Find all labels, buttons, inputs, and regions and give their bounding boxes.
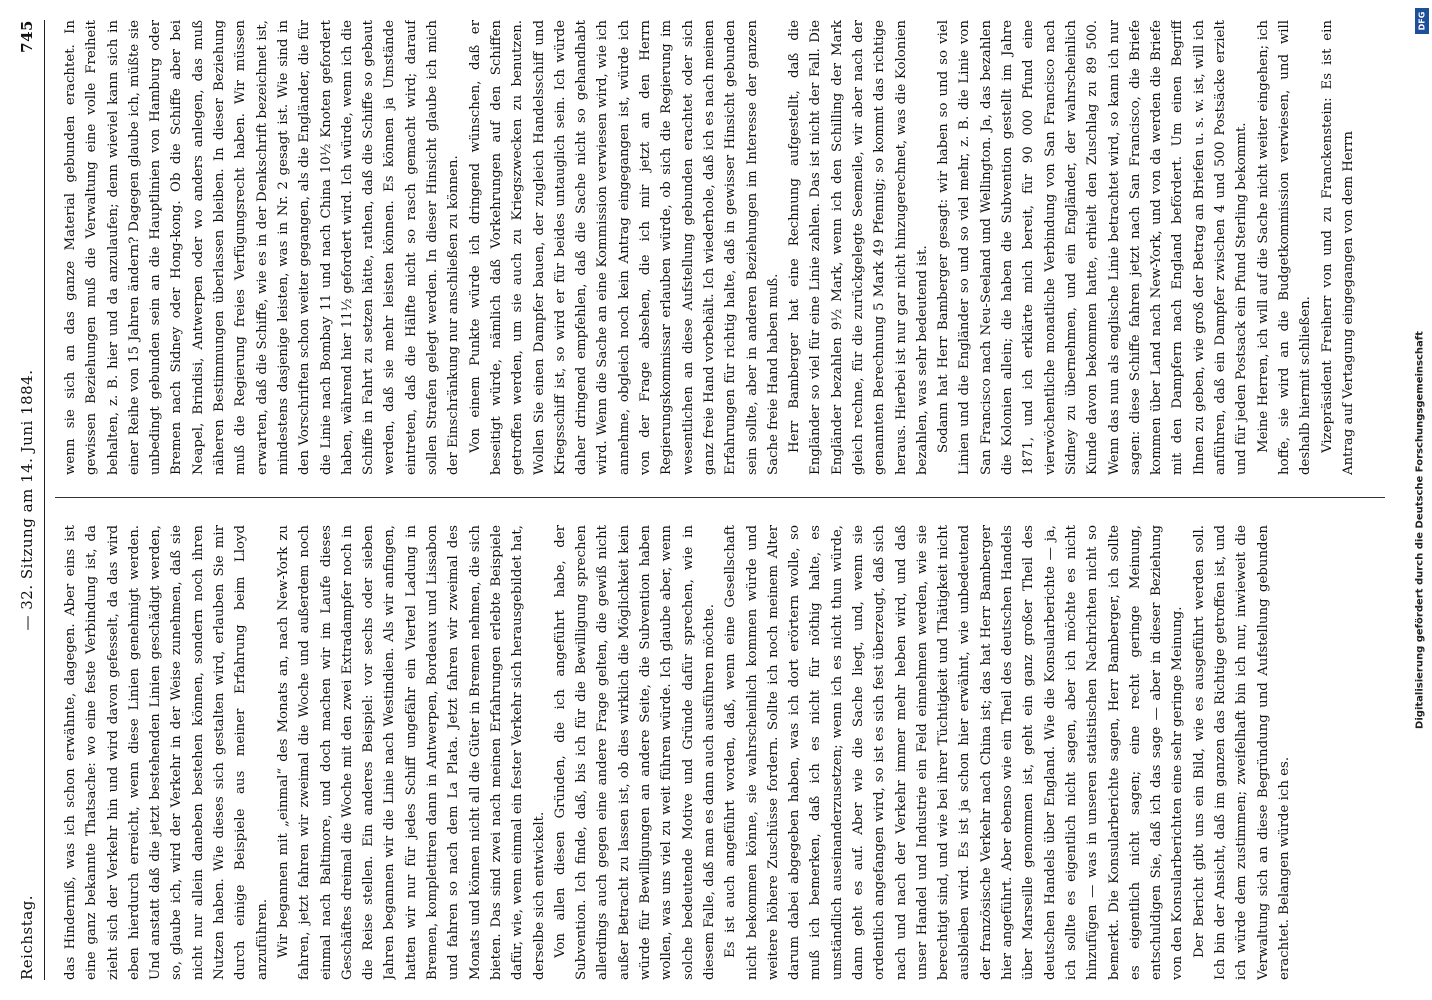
column-divider <box>55 497 1385 498</box>
paragraph: Vizepräsident Freiherr von und zu Franckenstein: Es ist ein Antrag auf Vertagung eingegangen von dem Herrn <box>1319 20 1356 475</box>
paragraph: Der Bericht gibt uns ein Bild, wie es ausgeführt werden soll. Ich bin der Ansicht, daß im ganzen das Richtige getroffen ist, und ich würde dem zustimmen; zweifelhaft bin ich nur, inwieweit die Verwaltung sich an diese Begründung und Aufstellung gebunden erachtet. Belangen würde ich es. <box>1191 525 1292 980</box>
digitization-stamp <box>1410 40 1430 980</box>
paragraph: Herr Bamberger hat eine Rechnung aufgestellt, daß die Engländer so viel für eine Linie zahlen. Das ist nicht der Fall. Die Engländer bezahlen 9½ Mark, wenn ich den Schilling der Mark gleich rechne, für die zurückgelegte Seemeile, wir aber nach der genannten Berechnung 5 Mark 49 Pfennig; so kommt das richtige heraus. Hierbei ist nur gar nicht hinzugerechnet, was die Kolonien bezahlen, was sehr bedeutend ist. <box>787 20 930 475</box>
page-header <box>18 20 42 980</box>
paragraph: das Hinderniß, was ich schon erwähnte, dagegen. Aber eins ist eine ganz bekannte Thatsache: wo eine feste Verbindung ist, da zieht sich der Verkehr hin und wird davon gefesselt, da das wird eben hierdurch erreicht, wenn diese Linien genehmigt werden. Und anstatt daß die jetzt bestehenden Linien geschädigt werden, so, glaube ich, wird der Verkehr in der Weise zunehmen, daß sie nicht nur allein daneben bestehen können, sondern noch ihren Nutzen haben. Wie dieses sich gestalten wird, erlauben Sie mir durch einige Beispiele aus meiner Erfahrung beim Lloyd anzuführen. <box>63 525 270 980</box>
paragraph: Sodann hat Herr Bamberger gesagt: wir haben so und so viel Linien und die Engländer so und so viel mehr, z. B. die Linie von San Francisco nach Neu-Seeland und Wellington. Ja, das bezahlen die Kolonien allein; die haben die Subvention gestellt im Jahre 1871, und ich erklärte mich bereit, für 90 000 Pfund eine vierwöchentliche monatliche Verbindung von San Francisco nach Sidney zu übernehmen, und ein Engländer, der wahrscheinlich Kunde davon bekommen hatte, erhielt den Zuschlag zu 89 500. Wenn das nun als englische Linie betrachtet wird, so kann ich nur sagen: diese Schiffe fahren jetzt nach San Francisco, die Briefe kommen über Land nach New-York, und von da werden die Briefe mit den Dampfern nach England befördert. Um einen Begriff Ihnen zu geben, wie groß der Betrag an Briefen u. s. w. ist, will ich anführen, daß ein Dampfer zwischen 4 und 500 Postsäcke erzielt und für jeden Postsack ein Pfund Sterling bekommt. <box>936 20 1250 475</box>
header-rule <box>44 20 45 980</box>
header-page-number: 745 <box>18 20 36 53</box>
paragraph: Wir begannen mit „einmal“ des Monats an, nach New-York zu fahren, jetzt fahren wir zweimal die Woche und außerdem noch einmal nach Baltimore, und doch machen wir im Laufe dieses Geschäftes dreimal die Woche mit den zwei Extradampfer noch in die Reise stellen. Ein anderes Beispiel: vor sechs oder sieben Jahren begannen wir die Linie nach Westindien. Als wir anfingen, hatten wir nur für jedes Schiff ungefähr ein Viertel Ladung in Bremen, komplettiren dann in Antwerpen, Bordeaux und Lissabon und fahren so nach dem La Plata. Jetzt fahren wir zweimal des Monats und können nicht all die Güter in Bremen nehmen, die sich bieten. Das sind zwei nach meinen Erfahrungen erlebte Beispiele dafür, wie, wenn einmal ein fester Verkehr sich herausgebildet hat, derselbe sich entwickelt. <box>275 525 547 980</box>
paragraph: Von einem Punkte würde ich dringend wünschen, daß er beseitigt würde, nämlich daß Vorkehrungen auf den Schiffen getroffen werden, um sie auch zu Kriegszwecken zu benutzen. Wollen Sie einen Dampfer bauen, der zugleich Handelsschiff und Kriegsschiff ist, so wird er für beides untauglich sein. Ich würde daher dringend empfehlen, daß die Sache nicht so gehandhabt wird. Wenn die Sache an eine Kommission verwiesen wird, wie ich annehme, obgleich noch kein Antrag eingegangen ist, würde ich von der Frage absehen, die ich mir jetzt an den Herrn Regierungskommissar erlauben würde, ob sich die Regierung im wesentlichen an diese Aufstellung gebunden erachtet oder sich ganz freie Hand vorbehält. Ich wiederhole, daß ich es nach meinen Erfahrungen für richtig halte, daß in gewisser Hinsicht gebunden sein sollte, aber in anderen Beziehungen im Interesse der ganzen Sache freie Hand haben muß. <box>467 20 781 475</box>
digitization-credit: Digitalisierung gefördert durch die Deutsche Forschungsgemeinschaft <box>1414 331 1426 729</box>
text-column-left <box>60 525 1380 980</box>
paragraph: Meine Herren, ich will auf die Sache nicht weiter eingehen; ich hoffe, sie wird an die Budgetkommission verwiesen, und will deshalb hiermit schließen. <box>1255 20 1314 475</box>
header-chamber: Reichstag. <box>18 894 36 980</box>
paragraph: Von allen diesen Gründen, die ich angeführt habe, der Subvention. Ich finde, daß, bis ich für die Bewilligung sprechen allerdings auch gegen eine andere Frage gelten, die gewiß nicht außer Betracht zu lassen ist, ob dies wirklich die Möglichkeit kein würde für Bewilligungen an andere Seite, die Subvention haben wollen, was uns viel zu weit führen würde. Ich glaube aber, wenn solche bedeutende Motive und Gründe dafür sprechen, wie in diesem Falle, daß man es dann auch ausführen möchte. <box>552 525 717 980</box>
paragraph: Es ist auch angeführt worden, daß, wenn eine Gesellschaft nicht bekommen könne, sie wahrscheinlich kommen würde und weitere höhere Zuschüsse fordern. Sollte ich noch meinem Alter darum dabei abgegeben haben, was ich dort erörtern wolle, so muß ich bemerken, daß ich es nicht für nöthig halte, es umständlich auseinanderzusetzen; wenn ich es nicht thun würde, dann geht es auf. Aber wie die Sache liegt, und, wenn sie ordentlich angefangen wird, so ist es sich fest überzeugt, daß sich nach und nach der Verkehr immer mehr heben wird, und daß unser Handel und Industrie ein Feld einnehmen werden, wie sie berechtigt sind, und wie bei ihrer Tüchtigkeit und Thätigkeit nicht ausbleiben wird. Es ist ja schon hier erwähnt, wie unbedeutend der französische Verkehr nach China ist; das hat Herr Bamberger hier angeführt. Aber ebenso wie ein Theil des deutschen Handels über Marseille genommen ist, geht ein ganz großer Theil des deutschen Handels über England. Wie die Konsularberichte — ja, ich sollte es eigentlich nicht sagen, aber ich möchte es nicht hinzufügen — was in unseren statistischen Nachrichten nicht so bemerkt. Die Konsularberichte sagen, Herr Bamberger, ich sollte es eigentlich nicht sagen; eine recht geringe Meinung, entschuldigen Sie, daß ich das sage — aber in dieser Beziehung von den Konsularberichten eine sehr geringe Meinung. <box>723 525 1186 980</box>
paragraph: wenn sie sich an das ganze Material gebunden erachtet. In gewissen Beziehungen muß die Verwaltung eine volle Freiheit behalten, z. B. hier und da anzulaufen; denn wieviel kann sich in einer Reihe von 15 Jahren ändern? Dagegen glaube ich, müßte sie unbedingt gebunden sein an die Hauptlinien von Hamburg oder Bremen nach Sidney oder Hong-kong. Ob die Schiffe aber bei Neapel, Brindisi, Antwerpen oder wo anders anlegen, das muß näheren Bestimmungen überlassen bleiben. In dieser Beziehung muß die Regierung freies Verfügungsrecht haben. Wir müssen erwarten, daß die Schiffe, wie es in der Denkschrift bezeichnet ist, mindestens dasjenige leisten, was in Nr. 2 gesagt ist. Wie sind in den Vorschriften schon weiter gegangen, als die Engländer, die für die Linie nach Bombay 11 und nach China 10½ Knoten gefordert haben, während hier 11½ gefordert wird. Ich würde, wenn ich die Schiffe in Fahrt zu setzen hätte, rathen, daß die Schiffe so gebaut werden, daß sie mehr leisten können. Es können ja Umstände eintreten, daß die Hälfte nicht so rasch gemacht wird; darauf sollen Strafen gelegt werden. In dieser Hinsicht glaube ich mich der Einschränkung nur anschließen zu können. <box>63 20 462 475</box>
header-session: — 32. Sitzung am 14. Juni 1884. <box>18 369 36 631</box>
dfg-logo <box>1415 8 1429 34</box>
text-column-right <box>60 20 1380 475</box>
dfg-logo-text: DFG <box>1417 11 1427 31</box>
